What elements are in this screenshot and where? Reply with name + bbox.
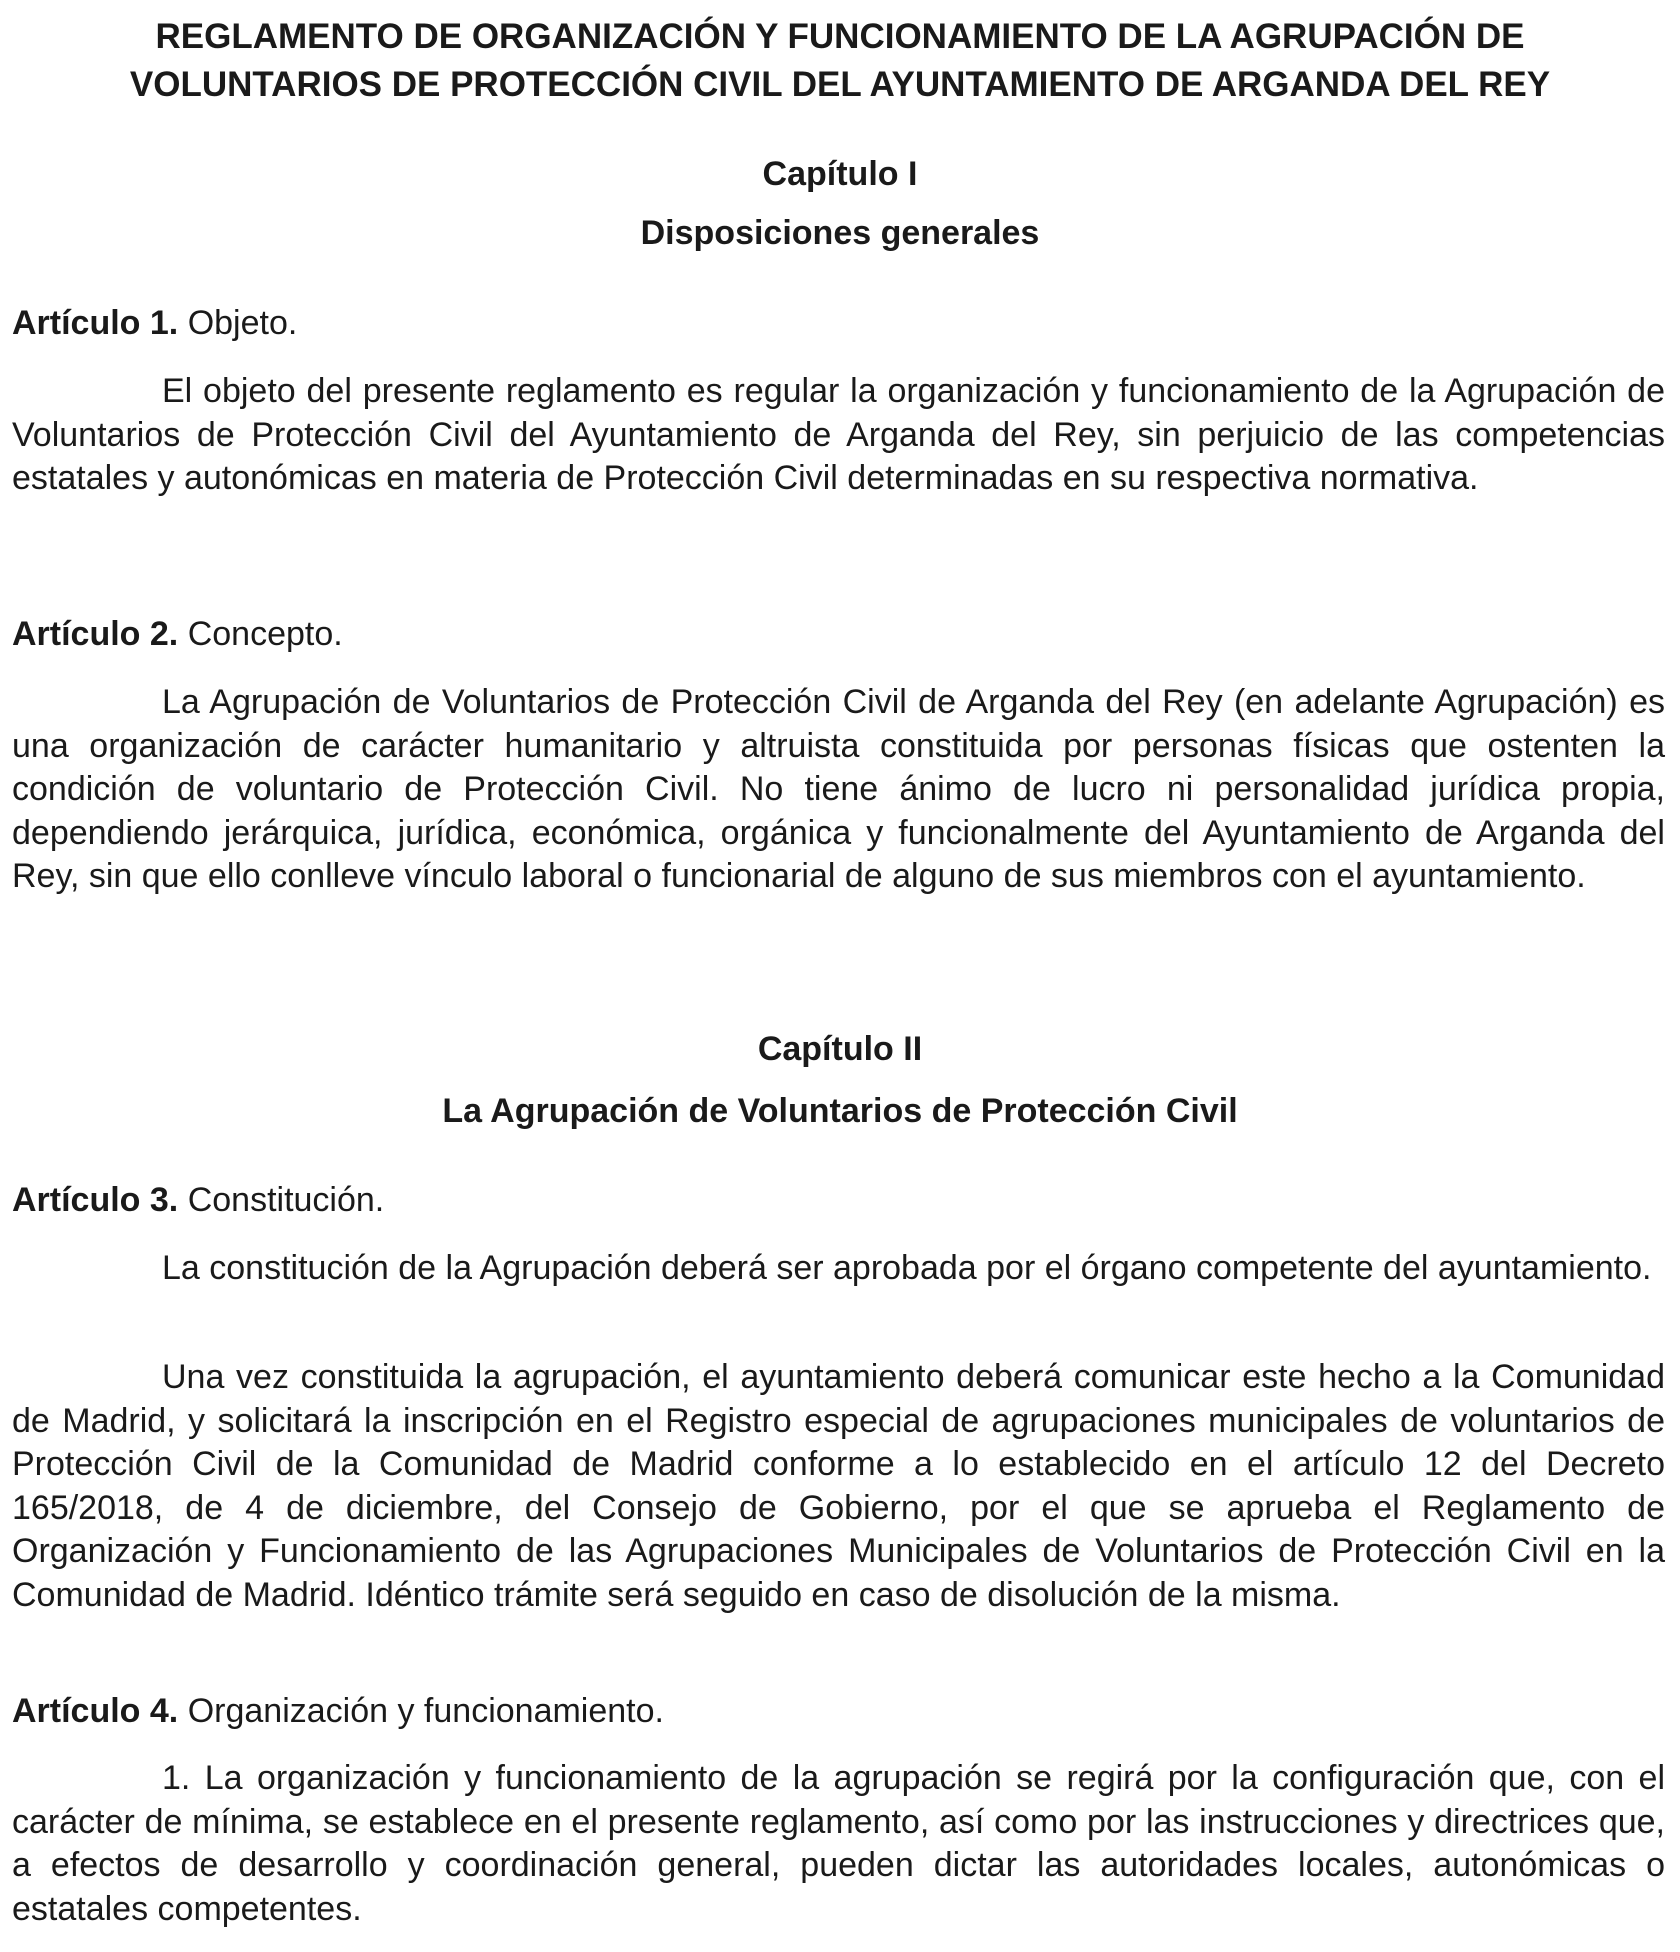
article-1-heading (12, 301, 297, 345)
article-3-paragraph-1: La constitución de la Agrupación deberá ser aprobada por el órgano competente del ayuntamiento. (162, 1249, 1652, 1287)
document-title-line-2: VOLUNTARIOS DE PROTECCIÓN CIVIL DEL AYUNTAMIENTO DE ARGANDA DEL REY (129, 65, 1551, 104)
article-4-paragraph: 1. La organización y funcionamiento de la agrupación se regirá por la configuración que, con el carácter de mínima, se establece en el presente reglamento, así como por las instrucciones y directrices que, a efectos de desarrollo y coordinación general, pueden dictar las autoridades locales, autonómicas o estatales competentes. (12, 1759, 1665, 1928)
article-2-title: Concepto. (187, 615, 343, 653)
article-3-title: Constitución. (187, 1181, 385, 1219)
article-2-paragraph: La Agrupación de Voluntarios de Protección Civil de Arganda del Rey (en adelante Agrupación) es una organización de carácter humanitario y altruista constituida por personas físicas que ostenten la condición de voluntario de Protección Civil. No tiene ánimo de lucro ni personalidad jurídica propia, dependiendo jerárquica, jurídica, económica, orgánica y funcionalmente del Ayuntamiento de Arganda del Rey, sin que ello conlleve vínculo laboral o funcionarial de alguno de sus miembros con el ayuntamiento. (12, 683, 1665, 896)
chapter-1-name: Disposiciones generales (640, 214, 1040, 252)
article-3-label: Artículo 3. (12, 1181, 179, 1219)
article-3-paragraph-2: Una vez constituida la agrupación, el ayuntamiento deberá comunicar este hecho a la Comunidad de Madrid, y solicitará la inscripción en el Registro especial de agrupaciones municipales de voluntarios de Protección Civil de la Comunidad de Madrid conforme a lo establecido en el artículo 12 del Decreto 165/2018, de 4 de diciembre, del Consejo de Gobierno, por el que se aprueba el Reglamento de Organización y Funcionamiento de las Agrupaciones Municipales de Voluntarios de Protección Civil en la Comunidad de Madrid. Idéntico trámite será seguido en caso de disolución de la misma. (12, 1358, 1665, 1614)
article-1-paragraph: El objeto del presente reglamento es regular la organización y funcionamiento de la Agrupación de Voluntarios de Protección Civil del Ayuntamiento de Arganda del Rey, sin perjuicio de las competencias estatales y autonómicas en materia de Protección Civil determinadas en su respectiva normativa. (12, 372, 1665, 498)
document-title-line-1: REGLAMENTO DE ORGANIZACIÓN Y FUNCIONAMIENTO DE LA AGRUPACIÓN DE (155, 17, 1525, 56)
chapter-1-label: Capítulo I (762, 155, 918, 193)
article-2-label: Artículo 2. (12, 615, 179, 653)
article-4-heading (12, 1689, 664, 1733)
chapter-2-label: Capítulo II (757, 1030, 923, 1068)
article-2-heading (12, 612, 343, 656)
article-1-title: Objeto. (187, 304, 298, 342)
article-1-label: Artículo 1. (12, 304, 179, 342)
article-3-heading (12, 1178, 384, 1222)
chapter-2-name: La Agrupación de Voluntarios de Protección Civil (442, 1092, 1238, 1130)
article-4-label: Artículo 4. (12, 1692, 179, 1730)
article-4-title: Organización y funcionamiento. (187, 1692, 664, 1730)
